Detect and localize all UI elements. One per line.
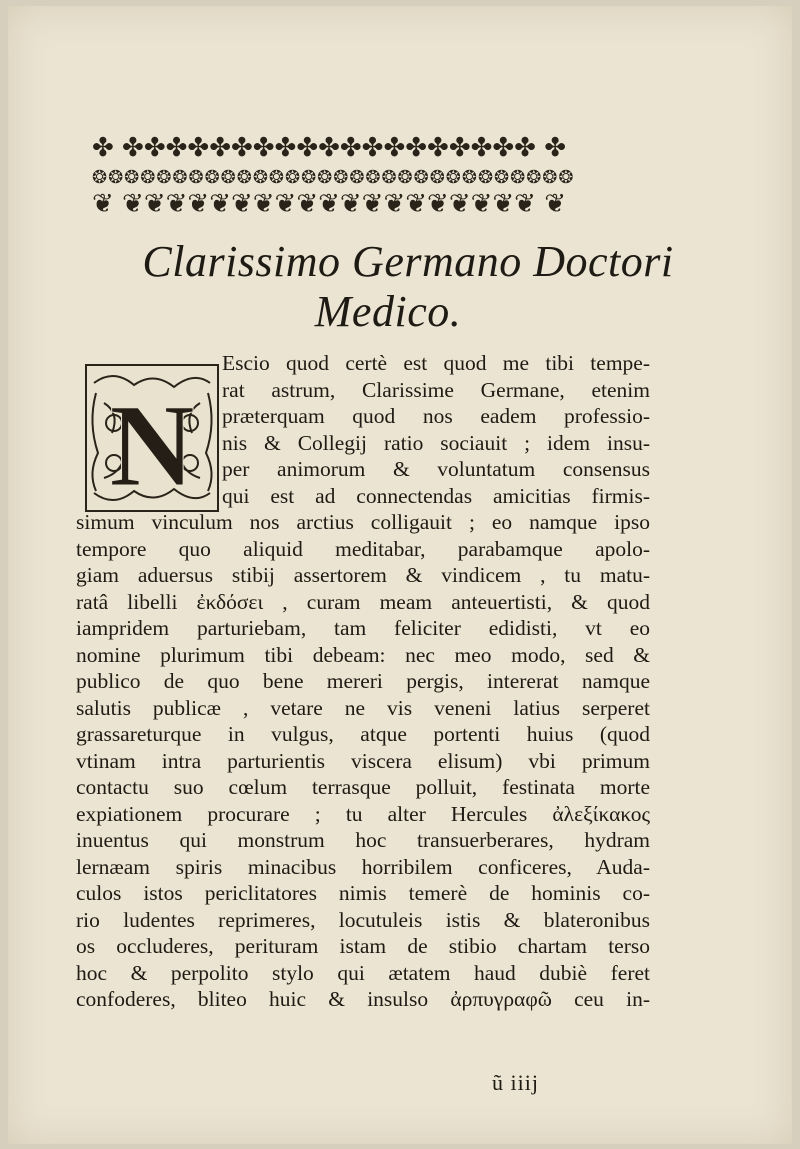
page-subtitle: Medico.	[314, 287, 462, 336]
text-line: rio ludentes reprimeres, locutuleis istis & blateronibus	[76, 907, 650, 932]
text-line: expiationem procurare ; tu alter Hercules ἀλεξίκακος	[76, 801, 650, 826]
text-line: salutis publicæ , vetare ne vis veneni latius serperet	[76, 695, 650, 720]
text-line: nis & Collegij ratio sociauit ; idem insu-	[222, 430, 650, 455]
text-line: rat astrum, Clarissime Germane, etenim	[222, 377, 650, 402]
text-line: contactu suo cœlum terrasque polluit, festinata morte	[76, 775, 650, 799]
signature-mark: ũ iiij	[492, 1070, 539, 1095]
text-line: iampridem parturiebam, tam feliciter edidisti, vt eo	[76, 616, 650, 640]
body-paragraph	[76, 509, 650, 1013]
text-line: publico de quo bene mereri pergis, intererat namque	[76, 669, 650, 693]
svg-text:N: N	[109, 380, 195, 511]
text-line: os occluderes, perituram istam de stibio chartam terso	[76, 934, 650, 958]
text-line: hoc & perpolito stylo qui ætatem haud dubiè feret	[76, 960, 650, 985]
text-line: lernæam spiris minacibus horribilem conficeres, Auda-	[76, 854, 650, 879]
svg-text:❦ ❦❦❦❦❦❦❦❦❦❦❦❦❦❦❦❦❦❦❦ ❦: ❦ ❦❦❦❦❦❦❦❦❦❦❦❦❦❦❦❦❦❦❦ ❦	[92, 189, 567, 219]
text-line: Escio quod certè est quod me tibi tempe-	[222, 351, 650, 375]
text-line: qui est ad connectendas amicitias firmis-	[222, 483, 650, 508]
text-line: giam aduersus stibij assertorem & vindicem , tu matu-	[76, 563, 650, 587]
text-line: inuentus qui monstrum hoc transuerberares, hydram	[76, 828, 650, 852]
text-line: grassareturque in vulgus, atque portenti huius (quod	[76, 722, 650, 746]
text-line: vtinam intra parturientis viscera elisum) vbi primum	[76, 748, 650, 773]
svg-text:✤ ✤✤✤✤✤✤✤✤✤✤✤✤✤✤✤✤✤✤✤ ✤: ✤ ✤✤✤✤✤✤✤✤✤✤✤✤✤✤✤✤✤✤✤ ✤	[92, 133, 567, 163]
text-line: tempore quo aliquid meditabar, parabamque apolo-	[76, 536, 650, 561]
text-line: simum vinculum nos arctius colligauit ; eo namque ipso	[76, 510, 650, 534]
text-line: confoderes, bliteo huic & insulso ἀρπυγραφῶ ceu in-	[76, 987, 650, 1011]
text-line: ratâ libelli ἐκδόσει , curam meam anteuertisti, & quod	[76, 589, 650, 614]
text-line: nomine plurimum tibi debeam: nec meo modo, sed &	[76, 642, 650, 667]
text-line: culos istos periclitatores nimis temerè de hominis co-	[76, 881, 650, 905]
book-page	[8, 6, 792, 1144]
opening-paragraph-indented	[222, 350, 650, 509]
text-line: præterquam quod nos eadem professio-	[222, 404, 650, 428]
text-line: per animorum & voluntatum consensus	[222, 457, 650, 481]
page-title: Clarissimo Germano Doctori	[142, 237, 674, 286]
fleuron-band-icon	[92, 128, 658, 220]
floral-dropcap-n-icon	[84, 363, 220, 513]
svg-text:❂❂❂❂❂❂❂❂❂❂❂❂❂❂❂❂❂❂❂❂❂❂❂❂❂❂❂❂❂❂: ❂❂❂❂❂❂❂❂❂❂❂❂❂❂❂❂❂❂❂❂❂❂❂❂❂❂❂❂❂❂	[92, 167, 575, 188]
